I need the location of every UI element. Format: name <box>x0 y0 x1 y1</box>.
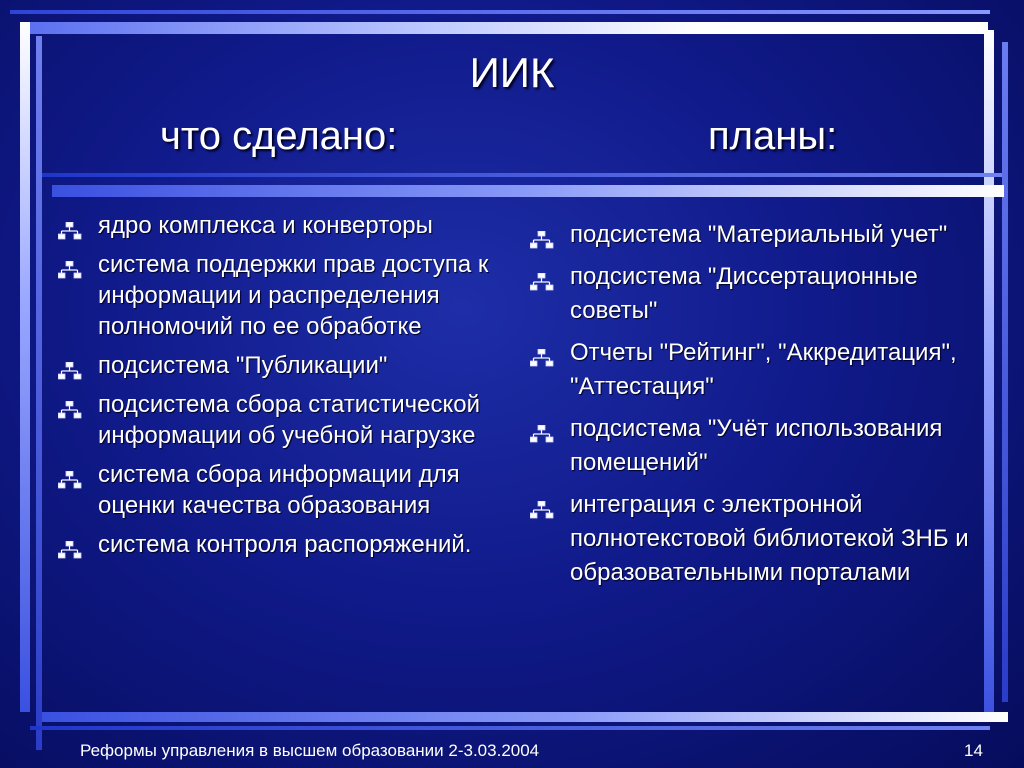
footer-text: Реформы управления в высшем образовании 2-3.03.2004 <box>80 741 540 760</box>
slide-title: ИИК <box>469 49 555 96</box>
right-frame-bar-thin <box>1002 42 1008 702</box>
network-nodes-icon <box>58 357 82 375</box>
list-item <box>530 260 990 328</box>
page-number: 14 <box>964 741 983 760</box>
list-item-text: подсистема "Публикации" <box>98 352 388 379</box>
list-item <box>58 210 508 241</box>
list-item-text: подсистема сбора статистической информации об учебной нагрузке <box>98 391 480 449</box>
bottom-frame-bar <box>42 712 1008 722</box>
plans-list <box>530 218 990 598</box>
list-item-text: интеграция с электронной полнотекстовой библиотекой ЗНБ и образовательными порталами <box>570 491 969 586</box>
network-nodes-icon <box>530 343 554 361</box>
list-item <box>530 412 990 480</box>
list-item <box>58 459 508 521</box>
left-frame-bar <box>20 22 30 712</box>
network-nodes-icon <box>530 419 554 437</box>
network-nodes-icon <box>530 495 554 513</box>
list-item-text: подсистема "Диссертационные советы" <box>570 263 918 324</box>
list-item <box>58 389 508 451</box>
network-nodes-icon <box>530 225 554 243</box>
list-item-text: Отчеты "Рейтинг", "Аккредитация", "Аттестация" <box>570 339 957 400</box>
title-divider <box>52 185 1004 197</box>
done-list <box>58 210 508 568</box>
list-item <box>530 336 990 404</box>
list-item <box>58 529 508 560</box>
list-item <box>530 488 990 590</box>
bottom-frame-bar-thin <box>30 726 990 730</box>
subtitle-plans: планы: <box>708 114 838 158</box>
list-item <box>58 249 508 342</box>
list-item-text: ядро комплекса и конверторы <box>98 212 433 239</box>
left-frame-bar-thin <box>36 36 42 750</box>
network-nodes-icon <box>58 256 82 274</box>
list-item-text: подсистема "Материальный учет" <box>570 221 948 248</box>
list-item-text: подсистема "Учёт использования помещений" <box>570 415 943 476</box>
top-frame-bar-thin <box>10 10 990 14</box>
top-frame-bar <box>22 22 988 34</box>
title-divider-thin <box>42 173 1002 177</box>
network-nodes-icon <box>530 267 554 285</box>
list-item <box>530 218 990 252</box>
list-item-text: система сбора информации для оценки качества образования <box>98 461 460 519</box>
list-item-text: система поддержки прав доступа к информации и распределения полномочий по ее обработке <box>98 251 489 340</box>
subtitle-done: что сделано: <box>160 114 398 158</box>
network-nodes-icon <box>58 396 82 414</box>
list-item <box>58 350 508 381</box>
list-item-text: система контроля распоряжений. <box>98 531 472 558</box>
network-nodes-icon <box>58 466 82 484</box>
network-nodes-icon <box>58 217 82 235</box>
network-nodes-icon <box>58 536 82 554</box>
